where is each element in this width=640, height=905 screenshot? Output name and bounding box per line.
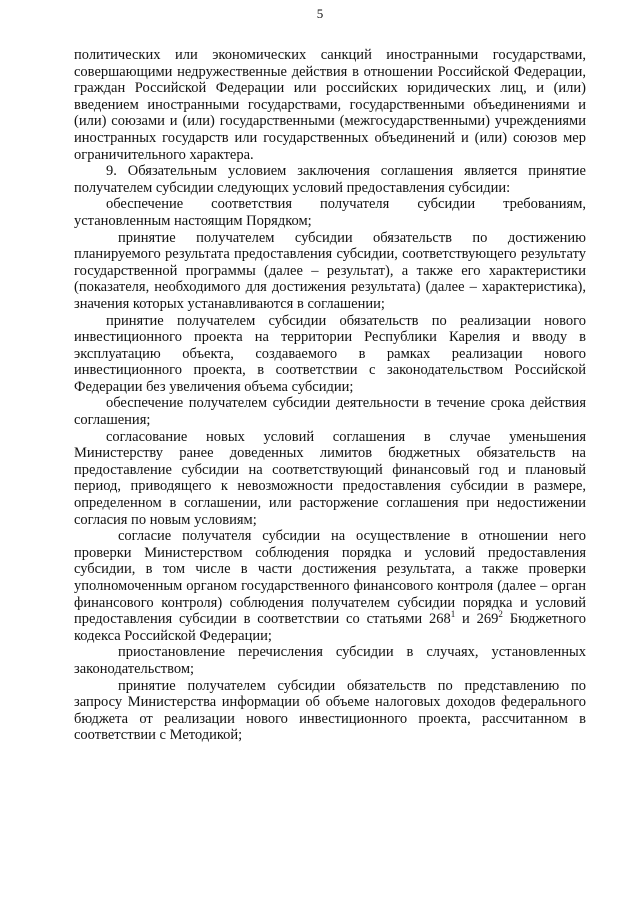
paragraph-item-9: 9. Обязательным условием заключения соглашения является принятие получателем субсидии следующих условий предоставления субсидии: [74,163,586,196]
inspection-end: Бюджетного кодекса Российской Федерации; [74,611,586,644]
paragraph-new-conditions: согласование новых условий соглашения в случае уменьшения Министерству ранее доведенных лимитов бюджетных обязательств на предоставление субсидии на соответствующий финансовый год и плановый период, приводящего к невозможности предоставления субсидии в размере, определенном в соглашении, или расторжение соглашения при недостижении согласия по новым условиям; [74,428,586,528]
paragraph-activity: обеспечение получателем субсидии деятельности в течение срока действия соглашения; [74,395,586,429]
superscript-2: 2 [498,609,503,620]
paragraph-sanctions: политических или экономических санкций иностранными государствами, совершающими недружественные действия в отношении Российской Федерации, граждан Российской Федерации или российских юридических лиц, и (или) введением иностранными государствами, государственными объединениями и (или) союзами и (или) государственными (межгосударственными) учреждениями иностранных государств или государственных объединений и (или) союзов мер ограничительного характера. [74,47,586,163]
paragraph-inspection-consent [74,528,586,644]
paragraph-suspension: приостановление перечисления субсидии в случаях, установленных законодательством; [74,644,586,677]
paragraph-tax-info: принятие получателем субсидии обязательств по представлению по запросу Министерства информации об объеме налоговых доходов федерального бюджета от реализации нового инвестиционного проекта, рассчитанном в соответствии с Методикой; [74,677,586,744]
paragraph-investment-project: принятие получателем субсидии обязательств по реализации нового инвестиционного проекта на территории Республики Карелия и вводу в эксплуатацию объекта, создаваемого в рамках реализации нового инвестиционного проекта, в соответствии с законодательством Российской Федерации без увеличения объема субсидии; [74,312,586,395]
paragraph-compliance: обеспечение соответствия получателя субсидии требованиям, установленным настоящим Порядком; [74,196,586,229]
inspection-text: согласие получателя субсидии на осуществление в отношении него проверки Министерством соблюдения порядка и условий предоставления субсидии, в том числе в части достижения результата, а также проверки уполномоченным органом государственного финансового контроля (далее – орган финансового контроля) соблюдения получателем субсидии порядка и условий предоставления субсидии в соответствии со статьями 268 [74,528,586,628]
paragraph-result-obligations: принятие получателем субсидии обязательств по достижению планируемого результата предоставления субсидии, соответствующего результату государственной программы (далее – результат), а также его характеристики (показателя, необходимого для достижения результата) (далее – характеристика), значения которых устанавливаются в соглашении; [74,229,586,312]
superscript-1: 1 [450,609,456,620]
document-body [74,47,586,744]
inspection-mid: и 269 [455,611,499,628]
page-number: 5 [316,6,324,21]
